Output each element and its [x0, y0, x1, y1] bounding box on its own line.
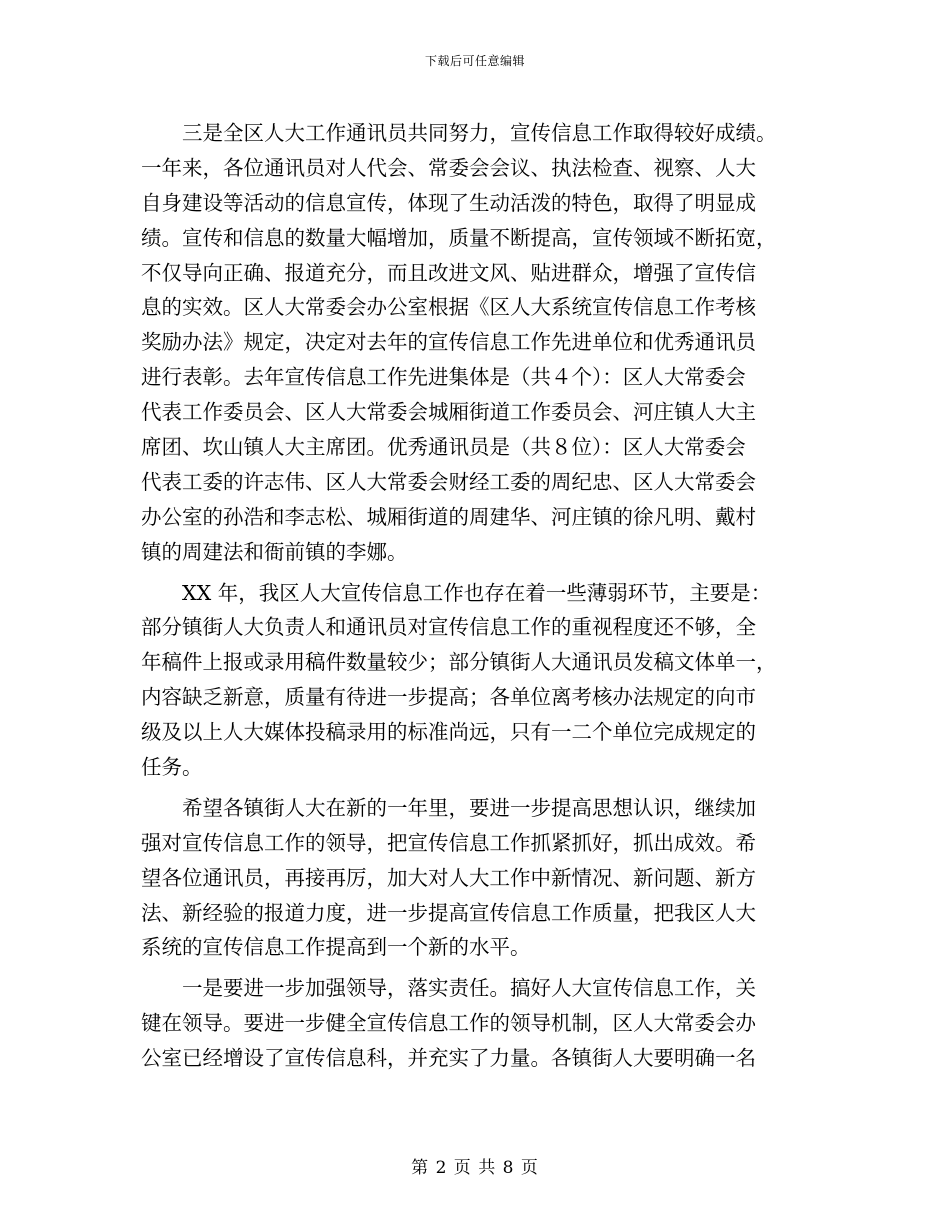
text-line: 办公室的孙浩和李志松、城厢街道的周建华、河庄镇的徐凡明、戴村: [141, 504, 756, 529]
text-line: 一是要进一步加强领导，落实责任。搞好人大宣传信息工作，关: [141, 976, 756, 1001]
text-line: 进行表彰。去年宣传信息工作先进集体是（共４个）：区人大常委会: [141, 365, 746, 390]
document-body: [141, 116, 801, 1076]
text-line: 强对宣传信息工作的领导，把宣传信息工作抓紧抓好，抓出成效。希: [141, 830, 756, 855]
text-line: 息的实效。区人大常委会办公室根据《区人大系统宣传信息工作考核: [141, 295, 756, 320]
text-line: 系统的宣传信息工作提高到一个新的水平。: [141, 935, 531, 960]
text-line: 键在领导。要进一步健全宣传信息工作的领导机制，区人大常委会办: [141, 1011, 756, 1036]
page-header: 下载后可任意编辑: [424, 54, 525, 68]
paragraph: [141, 116, 801, 570]
text-line: 年稿件上报或录用稿件数量较少；部分镇街人大通讯员发稿文体单一，: [141, 650, 777, 675]
text-line: 三是全区人大工作通讯员共同努力，宣传信息工作取得较好成绩。: [141, 121, 777, 145]
text-line: 任务。: [141, 755, 203, 780]
paragraph: [141, 971, 801, 1076]
text-line: 法、新经验的报道力度，进一步提高宣传信息工作质量，把我区人大: [141, 900, 756, 925]
text-line: 不仅导向正确、报道充分，而且改进文风、贴进群众，增强了宣传信: [141, 260, 756, 285]
paragraph: [141, 791, 801, 965]
paragraph: [141, 576, 801, 785]
text-line: 希望各镇街人大在新的一年里，要进一步提高思想认识，继续加: [141, 795, 756, 820]
text-line: 代表工委的许志伟、区人大常委会财经工委的周纪忠、区人大常委会: [141, 469, 756, 494]
text-line: 镇的周建法和衙前镇的李娜。: [141, 539, 408, 564]
text-line: 部分镇街人大负责人和通讯员对宣传信息工作的重视程度还不够，全: [141, 615, 756, 640]
text-line: 一年来，各位通讯员对人代会、常委会会议、执法检查、视察、人大: [141, 155, 756, 180]
text-line: 级及以上人大媒体投稿录用的标准尚远，只有一二个单位完成规定的: [141, 720, 756, 745]
text-line: 奖励办法》规定，决定对去年的宣传信息工作先进单位和优秀通讯员: [141, 330, 756, 355]
text-line: XX 年，我区人大宣传信息工作也存在着一些薄弱环节，主要是：: [141, 580, 772, 605]
text-line: 绩。宣传和信息的数量大幅增加，质量不断提高，宣传领域不断拓宽，: [141, 225, 777, 250]
text-line: 内容缺乏新意，质量有待进一步提高；各单位离考核办法规定的向市: [141, 685, 756, 710]
text-line: 代表工作委员会、区人大常委会城厢街道工作委员会、河庄镇人大主: [141, 400, 756, 425]
text-line: 自身建设等活动的信息宣传，体现了生动活泼的特色，取得了明显成: [141, 190, 756, 215]
text-line: 公室已经增设了宣传信息科，并充实了力量。各镇街人大要明确一名: [141, 1046, 756, 1071]
text-line: 望各位通讯员，再接再厉，加大对人大工作中新情况、新问题、新方: [141, 865, 756, 890]
page-footer: 第 2 页 共 8 页: [411, 1158, 539, 1178]
text-line: 席团、坎山镇人大主席团。优秀通讯员是（共８位）：区人大常委会: [141, 435, 746, 460]
